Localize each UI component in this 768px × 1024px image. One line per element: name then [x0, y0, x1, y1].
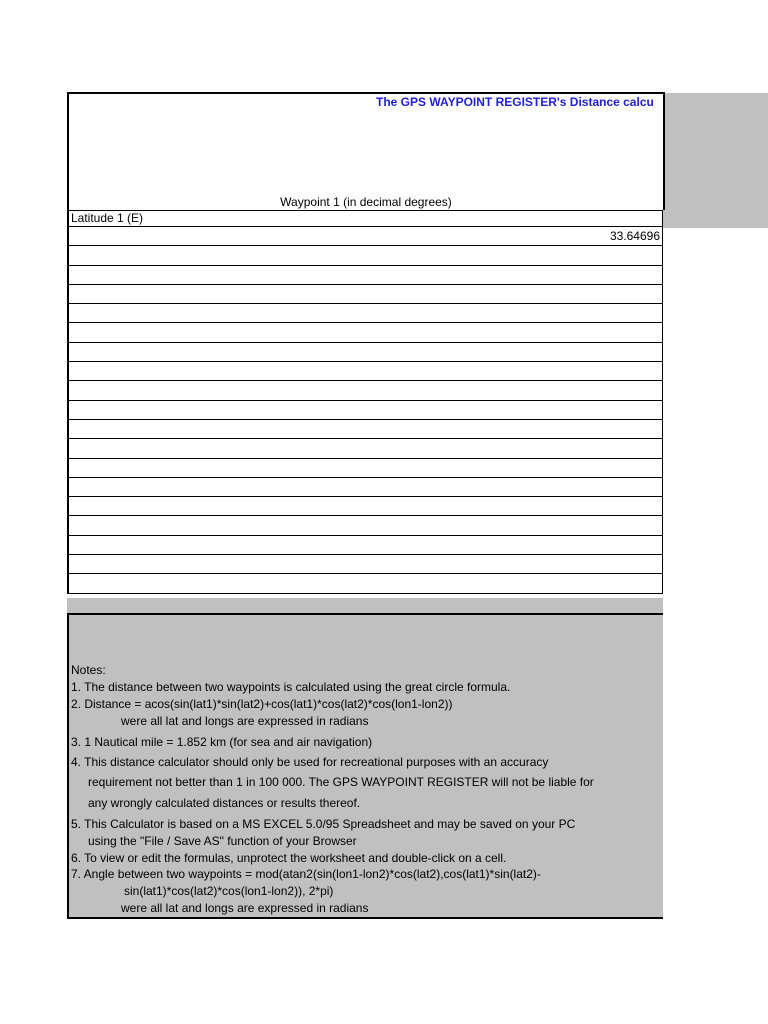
notes-section [67, 613, 663, 919]
table-row[interactable] [69, 459, 663, 478]
table-row[interactable] [69, 343, 663, 362]
latitude-label: Latitude 1 (E) [67, 210, 663, 227]
table-row[interactable] [69, 323, 663, 342]
note-7-line-2: sin(lat1)*cos(lat2)*cos(lon1-lon2)), 2*pi) [124, 884, 334, 898]
table-row[interactable] [69, 555, 663, 574]
table-row[interactable] [69, 497, 663, 516]
title-row [67, 92, 665, 113]
note-6: 6. To view or edit the formulas, unprotect the worksheet and double-click on a cell. [71, 851, 507, 865]
table-row[interactable] [69, 266, 663, 285]
note-5: 5. This Calculator is based on a MS EXCEL 5.0/95 Spreadsheet and may be saved on your PC [71, 817, 576, 831]
waypoint-label: Waypoint 1 (in decimal degrees) [280, 195, 452, 209]
table-row[interactable] [69, 285, 663, 304]
latitude-value-cell[interactable]: 33.64696 [69, 227, 663, 246]
page-title: The GPS WAYPOINT REGISTER's Distance calcu [376, 95, 654, 109]
table-row[interactable] [69, 574, 663, 593]
note-2-detail: were all lat and longs are expressed in radians [121, 714, 369, 728]
table-row[interactable] [69, 478, 663, 497]
notes-heading: Notes: [71, 663, 106, 677]
grey-panel-right [663, 93, 768, 228]
note-4-line-3: any wrongly calculated distances or results thereof. [88, 796, 361, 810]
note-4: 4. This distance calculator should only be used for recreational purposes with an accuracy [71, 755, 549, 769]
table-row[interactable] [69, 439, 663, 458]
note-4-line-2: requirement not better than 1 in 100 000. The GPS WAYPOINT REGISTER will not be liable for [88, 775, 594, 789]
note-2: 2. Distance = acos(sin(lat1)*sin(lat2)+cos(lat1)*cos(lat2)*cos(lon1-lon2)) [71, 697, 453, 711]
header-block [67, 111, 665, 210]
note-1: 1. The distance between two waypoints is calculated using the great circle formula. [71, 680, 511, 694]
table-row[interactable] [69, 381, 663, 400]
note-7: 7. Angle between two waypoints = mod(atan2(sin(lon1-lon2)*cos(lat2),cos(lat1)*sin(lat2)- [71, 867, 541, 881]
grey-separator [67, 598, 663, 613]
table-row[interactable] [69, 516, 663, 535]
note-5-line-2: using the "File / Save AS" function of your Browser [88, 834, 357, 848]
table-row[interactable] [69, 401, 663, 420]
table-row[interactable] [69, 536, 663, 555]
data-rows [67, 227, 663, 594]
table-row[interactable] [69, 304, 663, 323]
table-row[interactable] [69, 420, 663, 439]
table-row[interactable] [69, 362, 663, 381]
note-7-line-3: were all lat and longs are expressed in radians [121, 901, 369, 915]
table-row[interactable] [69, 246, 663, 265]
note-3: 3. 1 Nautical mile = 1.852 km (for sea and air navigation) [71, 735, 373, 749]
